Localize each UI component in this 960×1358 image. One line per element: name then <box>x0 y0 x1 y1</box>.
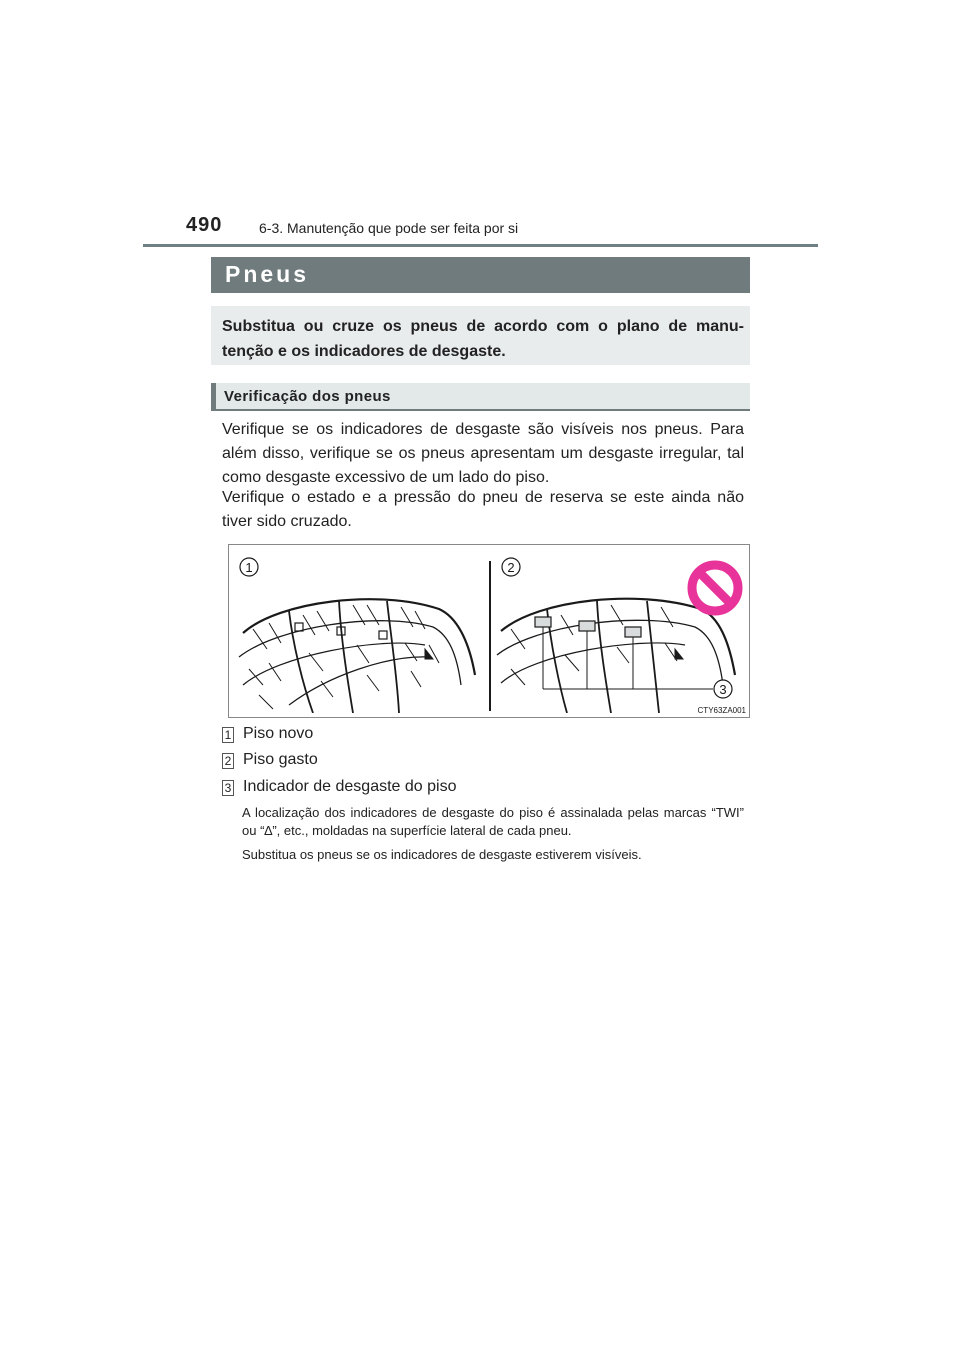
intro-box <box>211 306 750 365</box>
subsection-header <box>211 383 750 411</box>
legend-number: 1 <box>222 727 234 743</box>
header-rule <box>143 244 818 247</box>
svg-text:3: 3 <box>719 682 727 697</box>
subsection-title: Verificação dos pneus <box>224 388 391 405</box>
section-path: 6-3. Manutenção que pode ser feita por si <box>259 220 519 236</box>
legend-text: Piso novo <box>243 725 314 742</box>
new-tire-tread <box>239 599 475 713</box>
tire-illustration <box>229 545 751 719</box>
callout-3 <box>714 680 732 698</box>
paragraph-spare-tire: Verifique o estado e a pressão do pneu de reserva se este ainda não tiver sido cruzado. <box>222 489 744 530</box>
legend-text: Piso gasto <box>243 751 318 768</box>
note-replace-tires: Substitua os pneus se os indicadores de desgaste estiverem visíveis. <box>242 847 642 862</box>
legend-number: 3 <box>222 780 234 796</box>
note-twi-markings: A localização dos indicadores de desgaste do piso é assinalada pelas marcas “TWI” ou “∆”, etc., moldadas na superfície lateral de cada pneu. <box>242 805 744 838</box>
worn-tire-tread <box>497 599 735 713</box>
page-header <box>186 214 826 246</box>
subsection-accent <box>211 383 216 411</box>
tire-figure <box>228 544 750 718</box>
legend-text: Indicador de desgaste do piso <box>243 778 457 795</box>
figure-code: CTY63ZA001 <box>697 706 746 715</box>
svg-text:1: 1 <box>245 560 253 575</box>
title-bar <box>211 257 750 293</box>
page-number: 490 <box>186 214 223 236</box>
svg-text:2: 2 <box>507 560 515 575</box>
intro-text: Substitua ou cruze os pneus de acordo com o plano de manu-tenção e os indicadores de desgaste. <box>222 318 744 360</box>
page-title: Pneus <box>225 261 310 287</box>
paragraph-wear-check: Verifique se os indicadores de desgaste são visíveis nos pneus. Para além disso, verifique se os pneus apresentam um desgaste irregular, tal como desgaste excessivo de um lado do piso. <box>222 421 744 486</box>
callout-2 <box>502 558 520 576</box>
callout-1 <box>240 558 258 576</box>
prohibition-icon <box>692 565 738 611</box>
legend-number: 2 <box>222 753 234 769</box>
